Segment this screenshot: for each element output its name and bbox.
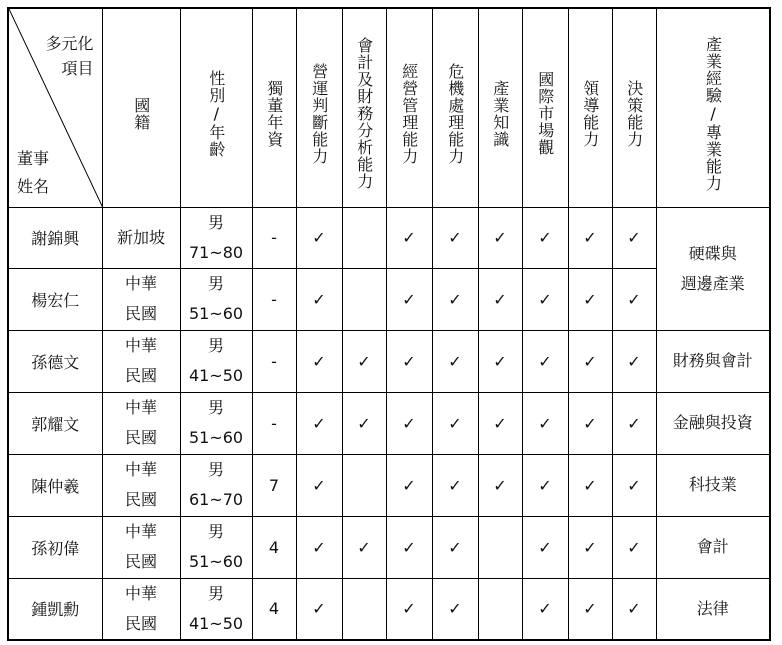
check-mark-icon: ✓ (538, 289, 552, 309)
capability-cell (612, 454, 656, 516)
nationality-line: 中華 (124, 460, 157, 479)
gender-value: 男 (207, 212, 224, 232)
header-industry-label: 產業經驗/專業能力 (703, 35, 723, 192)
capability-cell (342, 207, 386, 268)
check-mark-icon: ✓ (357, 351, 371, 371)
header-capability-label: 會計及財務分析能力 (354, 37, 374, 191)
gender-age-cell (180, 268, 252, 330)
check-mark-icon: ✓ (493, 475, 507, 495)
capability-cell (612, 578, 656, 640)
nationality-cell (102, 454, 180, 516)
header-capability-0 (296, 8, 342, 207)
capability-cell (386, 578, 432, 640)
capability-cell (478, 207, 522, 268)
header-capability-label: 國際市場觀 (535, 71, 555, 157)
check-mark-icon: ✓ (583, 228, 597, 247)
director-name: 謝錦興 (8, 207, 102, 268)
header-capability-label: 領導能力 (580, 79, 600, 148)
header-gender-age-label: 性別/年齡 (206, 69, 226, 158)
nationality-line: 民國 (124, 304, 157, 323)
header-industry (656, 8, 770, 207)
check-mark-icon: ✓ (312, 475, 326, 495)
check-mark-icon: ✓ (448, 413, 462, 433)
gender-age-cell (180, 578, 252, 640)
header-capability-4 (478, 8, 522, 207)
check-mark-icon: ✓ (448, 537, 462, 557)
nationality-line: 民國 (124, 613, 157, 633)
nationality-cell (102, 516, 180, 578)
industry-expertise-line: 會計 (696, 537, 729, 556)
check-mark-icon: ✓ (493, 289, 507, 309)
capability-cell (568, 268, 612, 330)
capability-cell (612, 330, 656, 392)
header-gender-age (180, 8, 252, 207)
capability-cell (296, 330, 342, 392)
check-mark-icon: ✓ (493, 228, 507, 247)
age-range: 41~50 (188, 366, 244, 385)
check-mark-icon: ✓ (583, 475, 597, 495)
check-mark-icon: ✓ (627, 228, 641, 247)
nationality-cell (102, 392, 180, 454)
age-range: 71~80 (188, 242, 244, 262)
gender-value: 男 (207, 460, 224, 479)
check-mark-icon: ✓ (583, 413, 597, 433)
header-row (8, 8, 770, 207)
check-mark-icon: ✓ (312, 351, 326, 371)
check-mark-icon: ✓ (312, 289, 326, 309)
corner-header-cell (8, 8, 102, 207)
director-name: 鍾凱勳 (8, 578, 102, 640)
industry-expertise-cell (656, 207, 770, 330)
capability-cell (478, 578, 522, 640)
nationality-line: 中華 (124, 336, 157, 355)
industry-expertise-cell (656, 516, 770, 578)
independent-years-value: 7 (252, 454, 296, 516)
gender-value: 男 (207, 336, 224, 355)
director-name: 陳仲羲 (8, 454, 102, 516)
check-mark-icon: ✓ (402, 413, 416, 433)
check-mark-icon: ✓ (448, 599, 462, 619)
capability-cell (568, 454, 612, 516)
capability-cell (386, 330, 432, 392)
industry-expertise-line: 硬碟與 (688, 243, 737, 263)
check-mark-icon: ✓ (627, 537, 641, 557)
nationality-line: 民國 (124, 428, 157, 447)
capability-cell (522, 268, 568, 330)
age-range: 51~60 (188, 304, 244, 323)
director-name: 郭耀文 (8, 392, 102, 454)
capability-cell (432, 516, 478, 578)
corner-items-label (45, 31, 93, 81)
check-mark-icon: ✓ (538, 351, 552, 371)
gender-value: 男 (207, 522, 224, 541)
industry-expertise-line: 財務與會計 (672, 351, 753, 370)
age-range: 51~60 (188, 428, 244, 447)
capability-cell (342, 392, 386, 454)
check-mark-icon: ✓ (627, 413, 641, 433)
check-mark-icon: ✓ (627, 475, 641, 495)
director-name: 孫初偉 (8, 516, 102, 578)
capability-cell (432, 392, 478, 454)
industry-expertise-cell (656, 578, 770, 640)
capability-cell (386, 207, 432, 268)
capability-cell (478, 454, 522, 516)
check-mark-icon: ✓ (627, 599, 641, 619)
header-capability-1 (342, 8, 386, 207)
header-independent-years-label: 獨董年資 (264, 79, 284, 148)
check-mark-icon: ✓ (583, 351, 597, 371)
check-mark-icon: ✓ (402, 228, 416, 247)
check-mark-icon: ✓ (402, 475, 416, 495)
gender-age-cell (180, 207, 252, 268)
corner-director-line-1: 董事 (17, 148, 50, 168)
capability-cell (568, 330, 612, 392)
capability-cell (522, 392, 568, 454)
director-name: 孫德文 (8, 330, 102, 392)
capability-cell (432, 207, 478, 268)
nationality-line: 民國 (124, 490, 157, 509)
industry-expertise-cell (656, 392, 770, 454)
capability-cell (386, 268, 432, 330)
check-mark-icon: ✓ (538, 599, 552, 619)
corner-director-line-2: 姓名 (17, 176, 50, 196)
capability-cell (522, 454, 568, 516)
capability-cell (612, 207, 656, 268)
industry-expertise-line: 法律 (696, 598, 729, 618)
capability-cell (612, 516, 656, 578)
capability-cell (522, 516, 568, 578)
table-body (8, 207, 770, 640)
capability-cell (296, 516, 342, 578)
table-row (8, 578, 770, 640)
check-mark-icon: ✓ (583, 289, 597, 309)
gender-value: 男 (207, 583, 224, 603)
capability-cell (342, 454, 386, 516)
check-mark-icon: ✓ (448, 351, 462, 371)
check-mark-icon: ✓ (538, 228, 552, 247)
independent-years-value: - (252, 207, 296, 268)
check-mark-icon: ✓ (357, 413, 371, 433)
independent-years-value: - (252, 330, 296, 392)
table-row (8, 207, 770, 268)
capability-cell (522, 578, 568, 640)
nationality-cell (102, 268, 180, 330)
capability-cell (568, 392, 612, 454)
capability-cell (342, 516, 386, 578)
capability-cell (612, 392, 656, 454)
header-capability-3 (432, 8, 478, 207)
capability-cell (432, 268, 478, 330)
gender-age-cell (180, 454, 252, 516)
header-capability-6 (568, 8, 612, 207)
header-capability-label: 產業知識 (490, 79, 510, 148)
header-capability-label: 經營管理能力 (399, 62, 419, 165)
check-mark-icon: ✓ (583, 537, 597, 557)
check-mark-icon: ✓ (402, 599, 416, 619)
header-independent-years (252, 8, 296, 207)
director-name: 楊宏仁 (8, 268, 102, 330)
nationality-cell (102, 578, 180, 640)
capability-cell (478, 268, 522, 330)
independent-years-value: - (252, 392, 296, 454)
capability-cell (432, 454, 478, 516)
header-capability-2 (386, 8, 432, 207)
age-range: 61~70 (188, 490, 244, 509)
check-mark-icon: ✓ (538, 413, 552, 433)
nationality-line: 中華 (124, 274, 157, 293)
capability-cell (478, 330, 522, 392)
capability-cell (296, 268, 342, 330)
independent-years-value: 4 (252, 578, 296, 640)
check-mark-icon: ✓ (402, 537, 416, 557)
check-mark-icon: ✓ (312, 228, 326, 247)
header-capability-label: 決策能力 (624, 79, 644, 148)
capability-cell (296, 454, 342, 516)
capability-cell (432, 578, 478, 640)
industry-expertise-cell (656, 330, 770, 392)
check-mark-icon: ✓ (448, 289, 462, 309)
capability-cell (478, 516, 522, 578)
age-range: 41~50 (188, 613, 244, 633)
check-mark-icon: ✓ (312, 599, 326, 619)
check-mark-icon: ✓ (312, 413, 326, 433)
capability-cell (342, 268, 386, 330)
table-row (8, 268, 770, 330)
capability-cell (386, 516, 432, 578)
capability-cell (296, 578, 342, 640)
corner-items-line-2: 項目 (61, 59, 94, 78)
nationality-line: 中華 (124, 522, 157, 541)
check-mark-icon: ✓ (583, 599, 597, 619)
header-nationality-label: 國籍 (131, 96, 151, 131)
gender-value: 男 (207, 274, 224, 293)
capability-cell (342, 578, 386, 640)
capability-cell (478, 392, 522, 454)
table-row (8, 454, 770, 516)
corner-director-label (17, 145, 49, 201)
gender-value: 男 (207, 398, 224, 417)
nationality-cell (102, 207, 180, 268)
capability-cell (296, 392, 342, 454)
table-row (8, 330, 770, 392)
independent-years-value: 4 (252, 516, 296, 578)
capability-cell (568, 207, 612, 268)
check-mark-icon: ✓ (448, 475, 462, 495)
header-capability-label: 營運判斷能力 (309, 62, 329, 165)
check-mark-icon: ✓ (538, 537, 552, 557)
capability-cell (296, 207, 342, 268)
nationality-line: 民國 (124, 552, 157, 571)
industry-expertise-line: 金融與投資 (672, 413, 753, 432)
capability-cell (568, 578, 612, 640)
nationality-line: 中華 (124, 398, 157, 417)
corner-items-line-1: 多元化 (45, 34, 94, 53)
industry-expertise-line: 週邊產業 (680, 273, 745, 293)
age-range: 51~60 (188, 552, 244, 571)
nationality-line: 民國 (124, 366, 157, 385)
capability-cell (386, 392, 432, 454)
check-mark-icon: ✓ (357, 537, 371, 557)
check-mark-icon: ✓ (627, 351, 641, 371)
capability-cell (522, 330, 568, 392)
industry-expertise-line: 科技業 (688, 475, 737, 494)
check-mark-icon: ✓ (402, 351, 416, 371)
check-mark-icon: ✓ (493, 351, 507, 371)
check-mark-icon: ✓ (627, 289, 641, 309)
industry-expertise-cell (656, 454, 770, 516)
check-mark-icon: ✓ (493, 413, 507, 433)
check-mark-icon: ✓ (538, 475, 552, 495)
independent-years-value: - (252, 268, 296, 330)
check-mark-icon: ✓ (312, 537, 326, 557)
director-diversity-table (7, 7, 771, 641)
nationality-line: 新加坡 (116, 227, 165, 247)
capability-cell (522, 207, 568, 268)
nationality-cell (102, 330, 180, 392)
table-row (8, 516, 770, 578)
gender-age-cell (180, 330, 252, 392)
gender-age-cell (180, 516, 252, 578)
capability-cell (568, 516, 612, 578)
check-mark-icon: ✓ (402, 289, 416, 309)
nationality-line: 中華 (124, 583, 157, 603)
header-capability-5 (522, 8, 568, 207)
table-row (8, 392, 770, 454)
capability-cell (432, 330, 478, 392)
capability-cell (342, 330, 386, 392)
gender-age-cell (180, 392, 252, 454)
check-mark-icon: ✓ (448, 228, 462, 247)
header-capability-7 (612, 8, 656, 207)
header-capability-label: 危機處理能力 (445, 62, 465, 165)
capability-cell (386, 454, 432, 516)
capability-cell (612, 268, 656, 330)
header-nationality (102, 8, 180, 207)
